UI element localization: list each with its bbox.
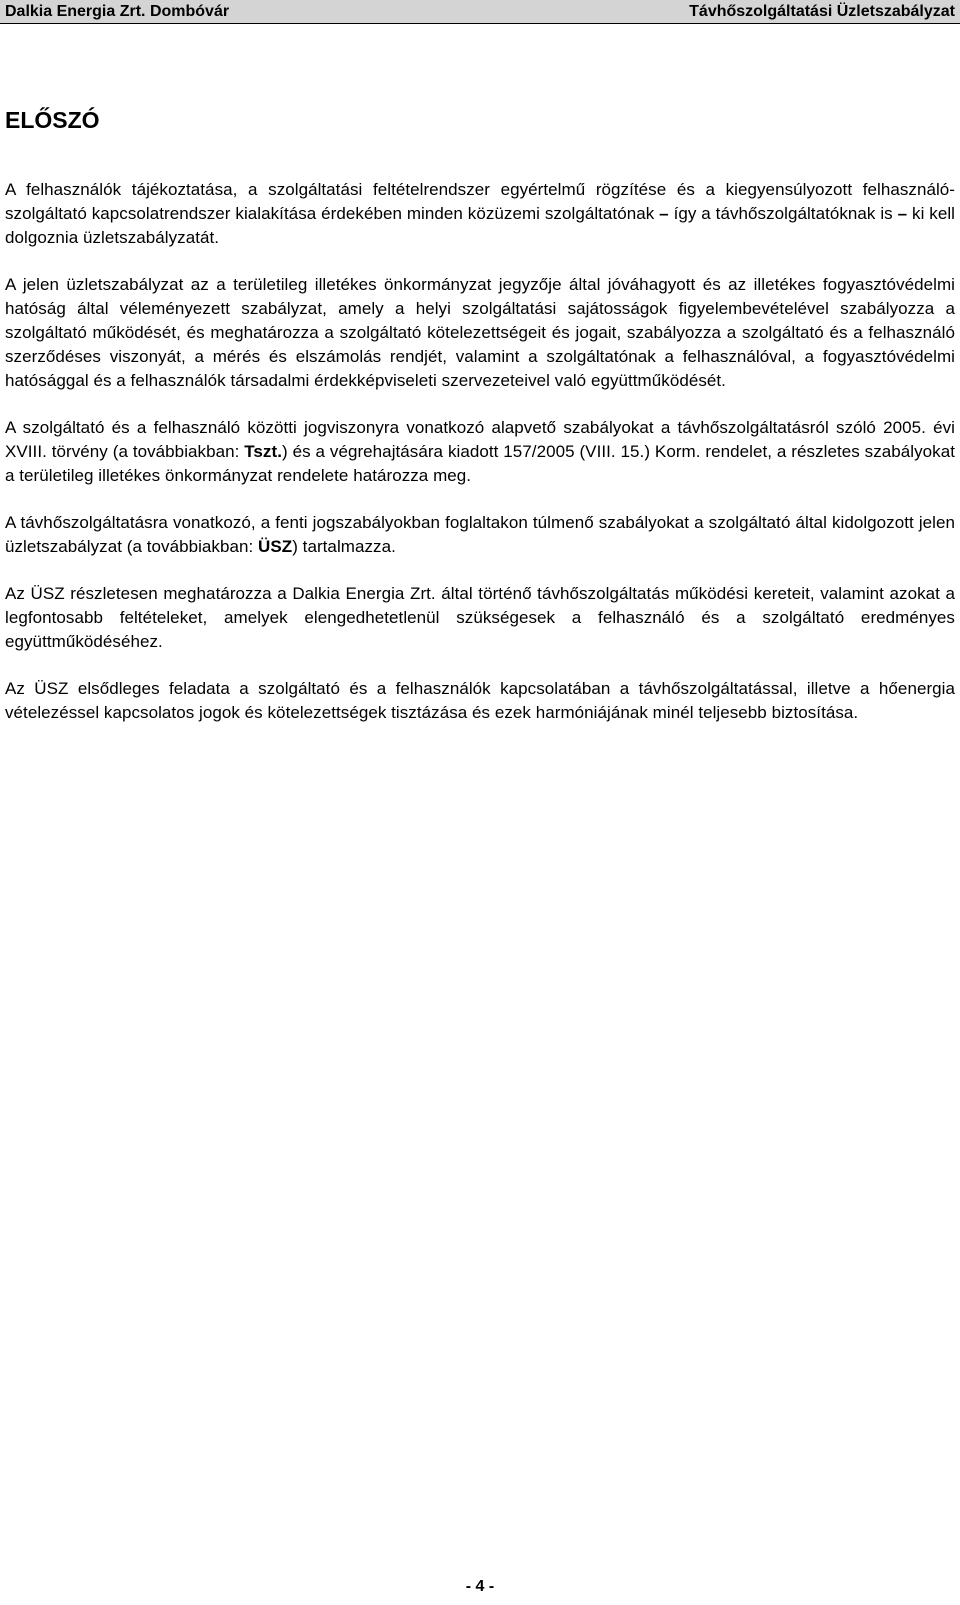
paragraph-scope: A jelen üzletszabályzat az a területileg illetékes önkormányzat jegyzője által jóváhagyott és az illetékes fogyasztóvédelmi hatóság által véleményezett szabályzat, amely a helyi szolgáltatási sajátosságok figyelembevételével szabályozza a szolgáltató működését, és meghatározza a szolgáltató kötelezettségeit és jogait, szabályozza a szolgáltató és a felhasználó szerződéses viszonyát, a mérés és elszámolás rendjét, valamint a szolgáltatónak a felhasználóval, a fogyasztóvédelmi hatósággal és a felhasználók társadalmi érdekképviseleti szervezeteivel való együttműködését. bbox=[5, 275, 955, 390]
paragraph-legal-basis-text-b: ) és a végrehajtására kiadott 157/2005 (VIII. 15.) Korm. rendelet, a részletes szabályokat a területileg illetékes önkormányzat rendelete határozza meg. bbox=[5, 442, 955, 485]
paragraph-intro-text-c: ki kell dolgoznia üzletszabályzatát. bbox=[5, 204, 956, 247]
paragraph-intro-text-b: így a távhőszolgáltatóknak is bbox=[668, 204, 898, 223]
paragraph-usz-definition-text-b: ) tartalmazza. bbox=[292, 537, 396, 556]
paragraph-intro-text-a: A felhasználók tájékoztatása, a szolgáltatási feltételrendszer egyértelmű rögzítése és a kiegyensúlyozott felhasználó-szolgáltató kapcsolatrendszer kialakítása érdekében minden közüzemi szolgáltatónak bbox=[5, 180, 955, 223]
paragraph-legal-basis-text-a: A szolgáltató és a felhasználó közötti jogviszonyra vonatkozó alapvető szabályokat a távhőszolgáltatásról szóló 2005. évi XVIII. törvény (a továbbiakban: bbox=[5, 418, 955, 461]
paragraph-intro-dash-2: – bbox=[897, 204, 908, 223]
page-number: - 4 - bbox=[465, 1578, 495, 1595]
paragraph-usz-definition bbox=[5, 511, 955, 559]
paragraph-purpose: Az ÜSZ elsődleges feladata a szolgáltató és a felhasználók kapcsolatában a távhőszolgáltatással, illetve a hőenergia vételezéssel kapcsolatos jogok és kötelezettségek tisztázása és ezek harmóniájának minél teljesebb biztosítása. bbox=[5, 679, 955, 722]
paragraph-legal-basis bbox=[5, 416, 955, 488]
paragraph-intro bbox=[5, 178, 955, 250]
document-body bbox=[5, 178, 955, 748]
paragraph-framework: Az ÜSZ részletesen meghatározza a Dalkia Energia Zrt. által történő távhőszolgáltatás működési kereteit, valamint azokat a legfontosabb feltételeket, amelyek elengedhetetlenül szükségesek a felhasználó és a szolgáltató eredményes együttműködéséhez. bbox=[5, 584, 955, 651]
page-header bbox=[0, 0, 960, 24]
paragraph-usz-definition-text-a: A távhőszolgáltatásra vonatkozó, a fenti jogszabályokban foglaltakon túlmenő szabályokat a szolgáltató által kidolgozott jelen üzletszabályzat (a továbbiakban: bbox=[5, 513, 955, 556]
section-title: ELŐSZÓ bbox=[5, 107, 100, 133]
paragraph-usz-definition-abbrev: ÜSZ bbox=[258, 537, 293, 556]
paragraph-intro-dash-1: – bbox=[659, 204, 669, 223]
paragraph-legal-basis-abbrev: Tszt. bbox=[244, 442, 282, 461]
header-company: Dalkia Energia Zrt. Dombóvár bbox=[5, 3, 230, 20]
header-document-title: Távhőszolgáltatási Üzletszabályzat bbox=[689, 3, 955, 20]
